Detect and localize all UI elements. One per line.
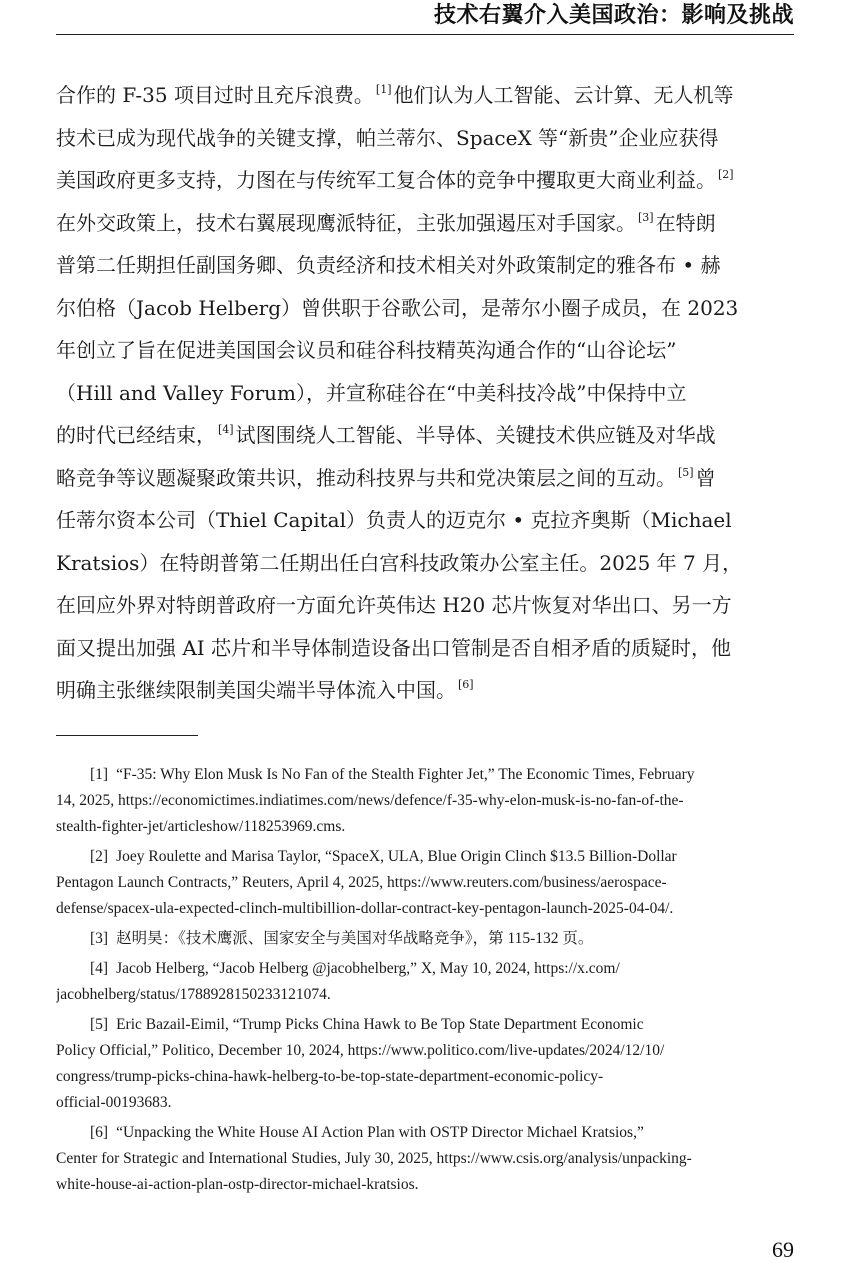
footnote-line bbox=[56, 788, 794, 814]
body-line-text: （Hill and Valley Forum），并宣称硅谷在“中美科技冷战”中保持中立 bbox=[56, 380, 687, 405]
footnote-ref[interactable]: [3] bbox=[638, 210, 654, 224]
footnote-line bbox=[56, 982, 794, 1008]
footnote-ref[interactable]: [2] bbox=[718, 168, 734, 181]
footnote-text: “Unpacking the White House AI Action Plan with OSTP Director Michael Kratsios,” bbox=[116, 1124, 644, 1141]
footnote-line bbox=[56, 956, 794, 982]
body-line bbox=[56, 117, 794, 160]
body-line-text: 年创立了旨在促进美国国会议员和硅谷科技精英沟通合作的“山谷论坛” bbox=[56, 338, 677, 362]
footnote-line bbox=[56, 870, 794, 896]
footnote-text: congress/trump-picks-china-hawk-helberg-to-be-top-state-department-economic-policy- bbox=[56, 1068, 604, 1085]
body-line bbox=[56, 457, 794, 500]
footnote-number: [5] bbox=[90, 1016, 109, 1033]
body-line bbox=[56, 372, 794, 415]
footnote-number: [2] bbox=[90, 848, 109, 865]
footnote-text: Joey Roulette and Marisa Taylor, “SpaceX, ULA, Blue Origin Clinch $13.5 Billion-Dollar bbox=[116, 848, 677, 865]
body-line-text: 略竞争等议题凝聚政策共识，推动科技界与共和党决策层之间的互动。 bbox=[56, 465, 676, 490]
footnote-divider bbox=[56, 735, 198, 736]
body-paragraph bbox=[56, 74, 794, 712]
footnote-line bbox=[56, 1090, 794, 1116]
footnote-line bbox=[56, 1172, 794, 1198]
body-line bbox=[56, 287, 794, 330]
body-line-text: 普第二任期担任副国务卿、负责经济和技术相关对外政策制定的雅各布 • 赫 bbox=[56, 253, 721, 277]
body-line-text: 尔伯格（Jacob Helberg）曾供职于谷歌公司，是蒂尔小圈子成员，在 2023 bbox=[56, 295, 739, 320]
footnote-line bbox=[56, 1146, 794, 1172]
page-number: 69 bbox=[772, 1237, 794, 1262]
body-line bbox=[56, 159, 794, 202]
body-line-text: 在回应外界对特朗普政府一方面允许英伟达 H20 芯片恢复对华出口、另一方 bbox=[56, 593, 732, 617]
footnote bbox=[56, 956, 794, 1008]
footnote bbox=[56, 762, 794, 840]
footnote-text: Center for Strategic and International Studies, July 30, 2025, https://www.csis.org/analysis/unpacking- bbox=[56, 1150, 692, 1167]
footnote-line bbox=[56, 896, 794, 922]
body-line-text: 在外交政策上，技术右翼展现鹰派特征，主张加强遏压对手国家。 bbox=[56, 210, 636, 235]
footnote-text: stealth-fighter-jet/articleshow/118253969.cms. bbox=[56, 818, 346, 835]
footnote-number: [4] bbox=[90, 960, 109, 977]
footnote-number: [6] bbox=[90, 1124, 109, 1141]
footnote-text: Jacob Helberg, “Jacob Helberg @jacobhelberg,” X, May 10, 2024, https://x.com/ bbox=[116, 960, 620, 977]
footnote-ref[interactable]: [6] bbox=[458, 678, 474, 691]
footnotes-list bbox=[56, 762, 794, 1202]
footnote-ref[interactable]: [1] bbox=[375, 83, 392, 96]
body-line-text: 合作的 F-35 项目过时且充斥浪费。 bbox=[56, 83, 374, 107]
footnote-line bbox=[56, 1064, 794, 1090]
footnote-text: official-00193683. bbox=[56, 1094, 172, 1111]
footnote-text: 赵明昊：《技术鹰派、国家安全与美国对华战略竞争》，第 115-132 页。 bbox=[116, 930, 594, 947]
footnote-line bbox=[56, 844, 794, 870]
footnote-line bbox=[56, 926, 794, 952]
body-line-text: 技术已成为现代战争的关键支撑，帕兰蒂尔、SpaceX 等“新贵”企业应获得 bbox=[56, 125, 719, 150]
footnote-line bbox=[56, 1012, 794, 1038]
footnote bbox=[56, 926, 794, 952]
footnote-text: 14, 2025, https://economictimes.indiatimes.com/news/defence/f-35-why-elon-musk-is-no-fan-of-the- bbox=[56, 792, 684, 809]
footnote-ref[interactable]: [5] bbox=[678, 465, 694, 479]
footnote-line bbox=[56, 814, 794, 840]
header-title: 技术右翼介入美国政治：影响及挑战 bbox=[433, 3, 794, 28]
body-line bbox=[56, 669, 794, 712]
footnote-ref[interactable]: [4] bbox=[218, 423, 234, 436]
footnote-text: Eric Bazail-Eimil, “Trump Picks China Hawk to Be Top State Department Economic bbox=[116, 1016, 644, 1033]
footnote bbox=[56, 844, 794, 922]
body-line bbox=[56, 414, 794, 457]
footnote-text: defense/spacex-ula-expected-clinch-multibillion-dollar-contract-key-pentagon-launch-2025-04-04/. bbox=[56, 900, 674, 917]
running-header bbox=[56, 0, 794, 35]
body-line bbox=[56, 542, 794, 585]
body-line bbox=[56, 499, 794, 542]
body-line bbox=[56, 74, 794, 117]
footnote-text: “F-35: Why Elon Musk Is No Fan of the Stealth Fighter Jet,” The Economic Times, February bbox=[116, 766, 695, 783]
body-line bbox=[56, 244, 794, 287]
footnote bbox=[56, 1120, 794, 1198]
footnote-text: Policy Official,” Politico, December 10, 2024, https://www.politico.com/live-updates/2024/12/10/ bbox=[56, 1042, 665, 1059]
body-line-text: 任蒂尔资本公司（Thiel Capital）负责人的迈克尔 • 克拉齐奥斯（Michael bbox=[56, 508, 732, 532]
footnote-line bbox=[56, 1038, 794, 1064]
footnote-text: jacobhelberg/status/1788928150233121074. bbox=[56, 986, 331, 1003]
footnote-text: white-house-ai-action-plan-ostp-director-michael-kratsios. bbox=[56, 1176, 419, 1193]
footnote-number: [3] bbox=[90, 930, 109, 947]
body-line bbox=[56, 627, 794, 670]
body-line-text: Kratsios）在特朗普第二任期出任白宫科技政策办公室主任。2025 年 7 月， bbox=[56, 550, 743, 575]
footnote-number: [1] bbox=[90, 766, 109, 783]
body-line-tail: 试图围绕人工智能、半导体、关键技术供应链及对华战 bbox=[235, 423, 716, 447]
body-line-tail: 曾 bbox=[695, 465, 716, 490]
footnote-text: Pentagon Launch Contracts,” Reuters, April 4, 2025, https://www.reuters.com/business/aerospace- bbox=[56, 874, 667, 891]
footnote-line bbox=[56, 1120, 794, 1146]
footnote bbox=[56, 1012, 794, 1116]
body-line-text: 明确主张继续限制美国尖端半导体流入中国。 bbox=[56, 678, 456, 702]
body-line-tail: 他们认为人工智能、云计算、无人机等 bbox=[393, 83, 734, 107]
body-line-text: 的时代已经结束， bbox=[56, 423, 216, 447]
body-line bbox=[56, 329, 794, 372]
footnote-line bbox=[56, 762, 794, 788]
body-line-text: 美国政府更多支持，力图在与传统军工复合体的竞争中攫取更大商业利益。 bbox=[56, 168, 716, 192]
body-line bbox=[56, 584, 794, 627]
body-line bbox=[56, 202, 794, 245]
body-line-tail: 在特朗 bbox=[655, 210, 716, 235]
body-line-text: 面又提出加强 AI 芯片和半导体制造设备出口管制是否自相矛盾的质疑时，他 bbox=[56, 635, 732, 660]
